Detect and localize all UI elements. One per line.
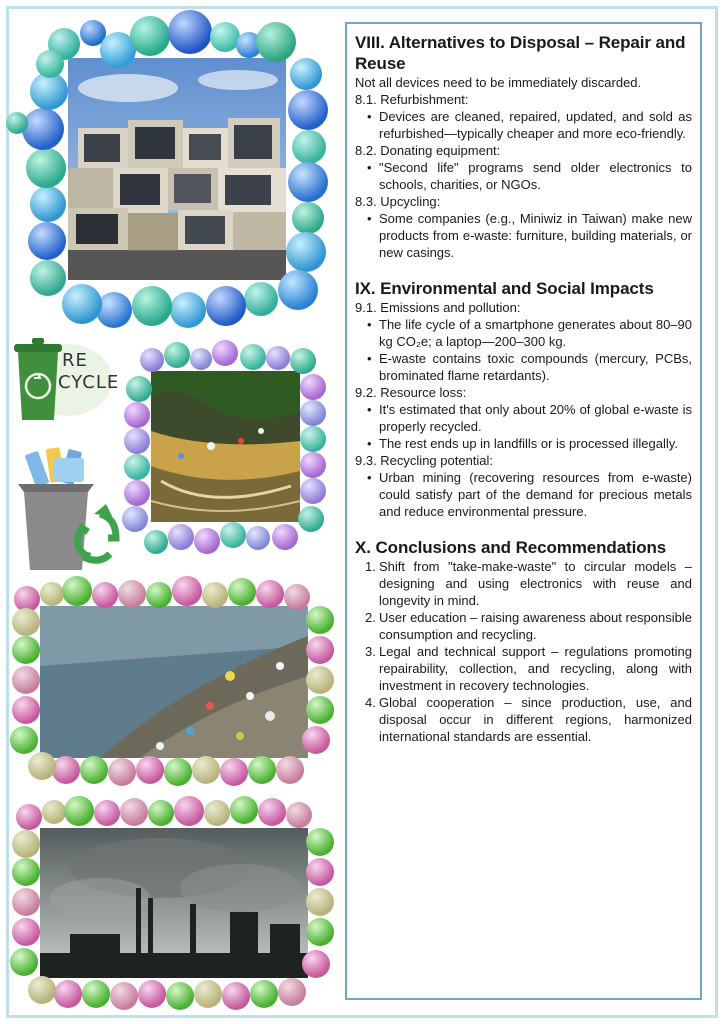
recycle-sticker-text-2: CYCLE [58,372,120,393]
item-number: 3. [365,644,376,659]
item-number: 4. [365,695,376,710]
item-number: 2. [365,610,376,625]
text-panel [345,22,702,1000]
bullet-item: • Some companies (e.g., Miniwiz in Taiwan) make new products from e-waste: furniture, building materials, or new casings. [355,210,692,261]
subsection-title: 9.2. Resource loss: [355,385,467,400]
numbered-item [355,558,692,609]
numbered-item [355,609,692,643]
numbered-item [355,694,692,745]
bullet-item: • The life cycle of a smartphone generates about 80–90 kg CO₂e; a laptop—200–300 kg. [355,316,692,350]
subsection-title: 8.2. Donating equipment: [355,143,501,158]
bullet-item: • Devices are cleaned, repaired, updated, and sold as refurbished—typically cheaper and more eco-friendly. [355,108,692,142]
subsection-title: 8.1. Refurbishment: [355,92,469,107]
bullet-item: • "Second life" programs send older electronics to schools, charities, or NGOs. [355,159,692,193]
plastic-shore-photo [40,606,308,758]
item-text: User education – raising awareness about responsible consumption and recycling. [379,610,692,642]
section-heading-alternatives: VIII. Alternatives to Disposal – Repair and Reuse [355,33,686,73]
recycle-sticker-text-1: RE [62,350,88,371]
bullet-item: • The rest ends up in landfills or is processed illegally. [355,435,692,452]
bullet-item: • Urban mining (recovering resources from e-waste) could satisfy part of the demand for precious metals and reduce environmental pressure. [355,469,692,520]
section-heading-impacts: IX. Environmental and Social Impacts [355,279,654,298]
subsection-title: 8.3. Upcycling: [355,194,441,209]
item-text: Global cooperation – since production, use, and disposal occur in different regions, harmonized international standards are essential. [379,695,692,744]
subsection-title: 9.3. Recycling potential: [355,453,494,468]
bullet-item: • E-waste contains toxic compounds (mercury, PCBs, brominated flame retardants). [355,350,692,384]
item-text: Shift from "take-make-waste" to circular models – designing and using electronics with reuse and longevity in mind. [379,559,692,608]
polluted-stream-photo [151,371,300,522]
recycle-bin-sticker [6,334,120,426]
section-heading-conclusions: X. Conclusions and Recommendations [355,538,667,557]
item-number: 1. [365,559,376,574]
numbered-item [355,643,692,694]
ewaste-monitors-photo [68,58,286,280]
subsection-title: 9.1. Emissions and pollution: [355,300,521,315]
bullet-item: • It's estimated that only about 20% of global e-waste is properly recycled. [355,401,692,435]
recycle-batteries-sticker [14,444,132,574]
item-text: Legal and technical support – regulations promoting repairability, collection, and recycling, along with investment in recovery technologies. [379,644,692,693]
smokestacks-photo [40,828,308,978]
section-intro: Not all devices need to be immediately discarded. [355,75,642,90]
